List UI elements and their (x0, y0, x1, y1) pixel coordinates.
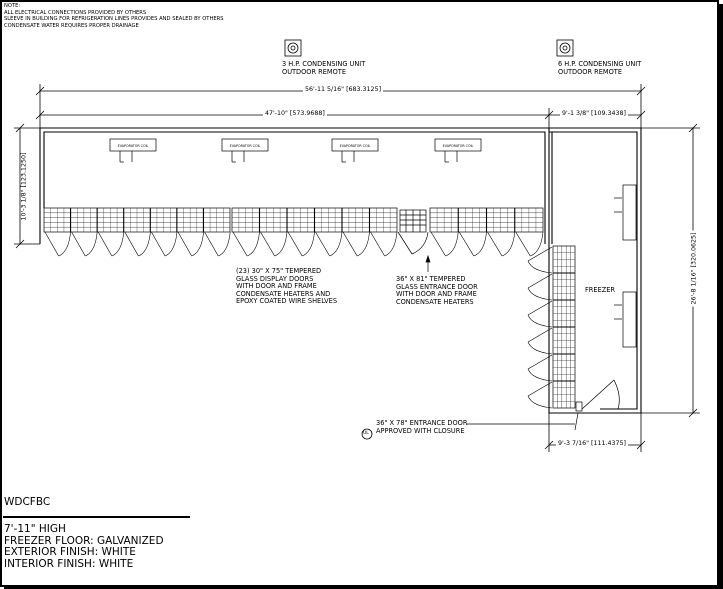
note-line: CONDENSATE WATER REQUIRES PROPER DRAINAGE (4, 22, 139, 29)
exterior-wall (40, 128, 641, 413)
display-shelving (553, 246, 575, 408)
evaporator-coil (435, 139, 481, 162)
display-door-swing (528, 355, 552, 381)
display-shelving (232, 208, 397, 232)
freezer-bottom-width-dimension: 9'-3 7/16" [111.4375] (558, 440, 627, 447)
glass-entrance-annotation: 36" X 81" TEMPERED GLASS ENTRANCE DOOR WITH DOOR AND FRAME CONDENSATE HEATERS (396, 275, 478, 306)
display-shelving (44, 208, 230, 232)
freezer-depth-dimension: 26'-8 1/16" [320.0625] (690, 232, 698, 305)
spec-line: FREEZER FLOOR: GALVANIZED (4, 534, 164, 547)
overall-width-dimension: 56'-11 5/16" [683.3125] (305, 86, 382, 93)
freezer-evaporator-coil (614, 185, 636, 240)
display-door-swing (45, 232, 71, 256)
display-door-swing (205, 232, 231, 256)
display-door-swing (528, 328, 552, 354)
ul-mark-text: UL (363, 431, 369, 436)
display-door-swing (125, 232, 151, 256)
spec-line: EXTERIOR FINISH: WHITE (4, 546, 136, 558)
display-door-swing (528, 274, 552, 300)
coil-label: EVAPORATOR COIL (117, 144, 149, 148)
entrance-door-annotation: 36" X 78" ENTRANCE DOOR APPROVED WITH CLOSURE (376, 419, 468, 435)
display-door-swing (431, 232, 458, 256)
note-line: NOTE: (4, 3, 21, 9)
freezer-evaporator-coil (614, 292, 636, 347)
evaporator-coil (332, 139, 378, 162)
condensing-unit-label-2: 6 H.P. CONDENSING UNIT OUTDOOR REMOTE (558, 60, 642, 76)
cooler-width-dimension: 47'-10" [573.9688] (265, 110, 325, 117)
display-shelving (430, 208, 543, 232)
coil-label: EVAPORATOR COIL (229, 144, 261, 148)
display-door-swing (528, 301, 552, 327)
display-door-swing (98, 232, 124, 256)
coil-label: EVAPORATOR COIL (339, 144, 371, 148)
freezer-entrance-door (575, 380, 619, 430)
display-door-swing (459, 232, 486, 256)
display-door-swing (261, 232, 288, 256)
display-door-swing (72, 232, 98, 256)
note-line: SLEEVE IN BUILDING FOR REFRIGERATION LINES PROVIDES AND SEALED BY OTHERS (4, 16, 224, 23)
spec-line: INTERIOR FINISH: WHITE (4, 557, 134, 570)
spec-line: 7'-11" HIGH (4, 523, 66, 535)
display-door-swing (343, 232, 370, 256)
evaporator-coil (222, 139, 268, 162)
display-door-swing (528, 382, 552, 408)
display-doors-annotation: (23) 30" X 75" TEMPERED GLASS DISPLAY DOORS WITH DOOR AND FRAME CONDENSATE HEATERS AND EPOXY COATED WIRE SHELVES (236, 267, 338, 306)
display-door-swing (288, 232, 315, 256)
condensing-unit-label-1: 3 H.P. CONDENSING UNIT OUTDOOR REMOTE (282, 60, 366, 76)
display-door-swing (178, 232, 204, 256)
display-door-swing (516, 232, 543, 256)
freezer-top-width-dimension: 9'-1 3/8" [109.3438] (562, 110, 627, 117)
cooler-depth-dimension: 10'-3 1/8" [123.1250] (20, 152, 28, 221)
note-line: ALL ELECTRICAL CONNECTIONS PROVIDED BY OTHERS (4, 9, 147, 16)
display-door-swing (488, 232, 515, 256)
display-door-swing (233, 232, 260, 256)
model-number: WDCFBC (4, 496, 51, 508)
condensing-unit-icon (285, 40, 301, 56)
glass-entrance-door (398, 210, 428, 254)
coil-label: EVAPORATOR COIL (442, 144, 474, 148)
display-door-swing (316, 232, 343, 256)
condensing-unit-icon (557, 40, 573, 56)
display-door-swing (151, 232, 177, 256)
display-door-swing (528, 247, 552, 273)
spec-list (4, 524, 164, 570)
display-door-swing (371, 232, 398, 256)
evaporator-coil (110, 139, 156, 162)
freezer-label: FREEZER (585, 286, 615, 294)
